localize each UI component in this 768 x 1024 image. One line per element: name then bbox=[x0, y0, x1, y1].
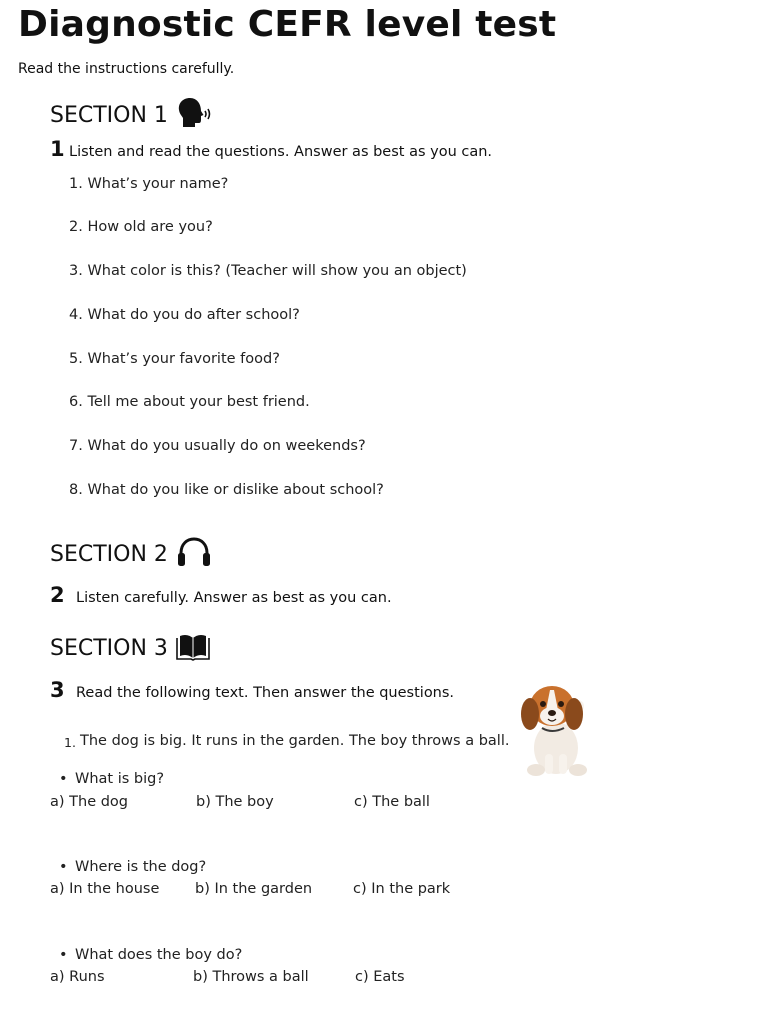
list-item: 5. What’s your favorite food? bbox=[69, 351, 280, 367]
section-2-number: 2 bbox=[50, 583, 65, 607]
list-item: 8. What do you like or dislike about school? bbox=[69, 482, 384, 498]
reading-question-2: • Where is the dog? bbox=[75, 859, 206, 875]
reading-text-number: 1. bbox=[64, 735, 76, 750]
answer-option[interactable]: b) The boy bbox=[196, 794, 274, 810]
list-item: 4. What do you do after school? bbox=[69, 307, 300, 323]
section-1-instruction-row bbox=[50, 137, 492, 161]
reading-question-1: • What is big? bbox=[75, 771, 164, 787]
section-1-instruction: Listen and read the questions. Answer as best as you can. bbox=[69, 144, 493, 160]
book-icon bbox=[176, 631, 210, 665]
list-item: 2. How old are you? bbox=[69, 219, 213, 235]
beagle-dog-illustration bbox=[518, 676, 592, 784]
answer-option[interactable]: a) In the house bbox=[50, 881, 160, 897]
section-2-instruction: Listen carefully. Answer as best as you can. bbox=[76, 590, 392, 606]
answer-option[interactable]: c) The ball bbox=[354, 794, 430, 810]
section-1-number: 1 bbox=[50, 137, 65, 161]
answer-option[interactable]: b) In the garden bbox=[195, 881, 313, 897]
answer-option[interactable]: c) In the park bbox=[353, 881, 451, 897]
answer-option[interactable]: a) Runs bbox=[50, 969, 105, 985]
list-item: 1. What’s your name? bbox=[69, 176, 229, 192]
reading-question-3: • What does the boy do? bbox=[75, 947, 242, 963]
section-3-title: SECTION 3 bbox=[50, 635, 168, 661]
page-subtitle: Read the instructions carefully. bbox=[18, 61, 235, 77]
speaking-head-icon bbox=[176, 96, 212, 134]
section-1-title: SECTION 1 bbox=[50, 102, 168, 128]
section-3-number: 3 bbox=[50, 678, 65, 702]
page-title: Diagnostic CEFR level test bbox=[18, 4, 557, 45]
reading-text: The dog is big. It runs in the garden. The boy throws a ball. bbox=[80, 733, 510, 749]
section-3-instruction: Read the following text. Then answer the questions. bbox=[76, 685, 455, 701]
section-2-instruction-row bbox=[50, 583, 392, 607]
section-2-title: SECTION 2 bbox=[50, 541, 168, 567]
list-item: 3. What color is this? (Teacher will show you an object) bbox=[69, 263, 467, 279]
section-2-header bbox=[50, 536, 212, 572]
answer-option[interactable]: b) Throws a ball bbox=[193, 969, 309, 985]
answer-option[interactable]: a) The dog bbox=[50, 794, 129, 810]
section-3-header bbox=[50, 631, 210, 665]
answer-option[interactable]: c) Eats bbox=[355, 969, 405, 985]
headphones-icon bbox=[176, 536, 212, 572]
list-item: 7. What do you usually do on weekends? bbox=[69, 438, 366, 454]
list-item: 6. Tell me about your best friend. bbox=[69, 394, 310, 410]
section-1-header bbox=[50, 96, 212, 134]
section-3-instruction-row bbox=[50, 678, 454, 702]
